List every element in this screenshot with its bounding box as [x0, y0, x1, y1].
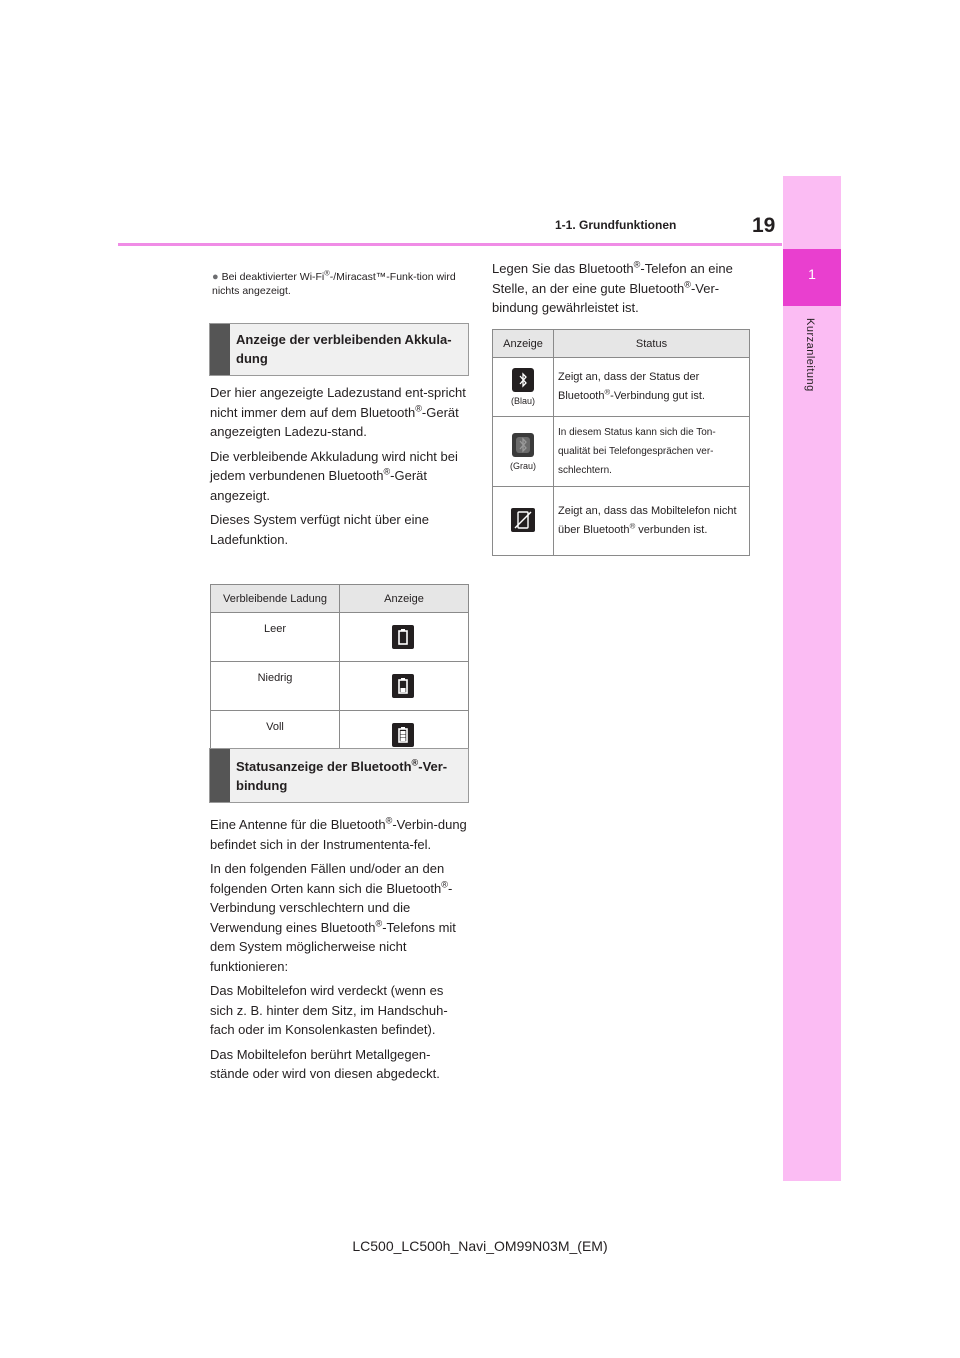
- note-text: Bei deaktivierter Wi-Fi®-/Miracast™-Funk-tion wird nichts angezeigt.: [212, 268, 456, 297]
- table-row: [211, 662, 469, 711]
- table-row: [493, 417, 750, 487]
- bluetooth-blue-icon: [512, 368, 534, 392]
- placement-paragraph: Legen Sie das Bluetooth®-Telefon an eine Stelle, an der eine gute Bluetooth®-Ver-bindung gewährleistet ist.: [492, 259, 733, 315]
- page-number: 19: [752, 214, 776, 237]
- paragraph: Die verbleibende Akkuladung wird nicht bei jedem verbundenen Bluetooth®-Gerät angezeigt.: [210, 448, 458, 503]
- battery-empty-icon: [392, 625, 468, 649]
- bluetooth-grey-icon: [512, 433, 534, 457]
- table-row: [493, 358, 750, 417]
- charge-label: Leer: [211, 613, 340, 662]
- table-header: Anzeige: [493, 330, 554, 358]
- charge-label: Voll: [211, 711, 340, 760]
- paragraph: In den folgenden Fällen und/oder an den folgenden Orten kann sich die Bluetooth®-Verbindung verschlechtern und die Verwendung eines Bluetooth®-Telefons mit dem System möglicherweise nicht funktionieren:: [210, 861, 456, 974]
- table-row: [493, 487, 750, 556]
- phone-not-connected-icon: [511, 508, 535, 532]
- paragraph: Dieses System verfügt nicht über eine Ladefunktion.: [210, 512, 429, 547]
- battery-paragraphs: [210, 383, 468, 554]
- bluetooth-section-title: Statusanzeige der Bluetooth®-Ver-bindung: [236, 757, 448, 793]
- battery-section-title: Anzeige der verbleibenden Akkula-dung: [236, 332, 452, 366]
- battery-table: [210, 584, 469, 760]
- header-divider: [118, 243, 782, 246]
- battery-section-header: [209, 323, 469, 376]
- charge-label: Niedrig: [211, 662, 340, 711]
- bullet-icon: ●: [212, 271, 219, 283]
- chapter-number: 1: [808, 266, 816, 282]
- status-text: Zeigt an, dass das Mobiltelefon nicht über Bluetooth® verbunden ist.: [554, 487, 750, 556]
- battery-low-icon: [392, 674, 468, 698]
- status-text: In diesem Status kann sich die Ton-qualität bei Telefongesprächen ver-schlechtern.: [554, 417, 750, 487]
- table-header: Status: [554, 330, 750, 358]
- paragraph: Das Mobiltelefon berührt Metallgegen-stände oder wird von diesen abgedeckt.: [210, 1046, 440, 1081]
- document-code: LC500_LC500h_Navi_OM99N03M_(EM): [352, 1238, 608, 1254]
- battery-full-icon: [392, 723, 468, 747]
- table-header: Anzeige: [340, 585, 469, 613]
- bluetooth-paragraphs: [210, 815, 468, 1089]
- status-text: Zeigt an, dass der Status der Bluetooth®-Verbindung gut ist.: [554, 358, 750, 417]
- icon-caption: (Grau): [509, 460, 536, 471]
- note: [212, 270, 467, 298]
- section-title: 1-1. Grundfunktionen: [555, 218, 677, 232]
- icon-caption: (Blau): [510, 396, 535, 406]
- table-row: [211, 613, 469, 662]
- bluetooth-section-header: [209, 748, 469, 803]
- bluetooth-status-table: [492, 329, 750, 556]
- paragraph: Das Mobiltelefon wird verdeckt (wenn es sich z. B. hinter dem Sitz, im Handschuh-fach oder im Konsolenkasten befindet).: [210, 983, 448, 1037]
- chapter-label: Kurzanleitung: [804, 318, 816, 392]
- paragraph: Der hier angezeigte Ladezustand ent-spricht nicht immer dem auf dem Bluetooth®-Gerät angezeigten Ladezu-stand.: [210, 385, 466, 439]
- paragraph: Eine Antenne für die Bluetooth®-Verbin-dung befindet sich in der Instrumententa-fel.: [210, 815, 467, 852]
- table-header: Verbleibende Ladung: [211, 585, 340, 613]
